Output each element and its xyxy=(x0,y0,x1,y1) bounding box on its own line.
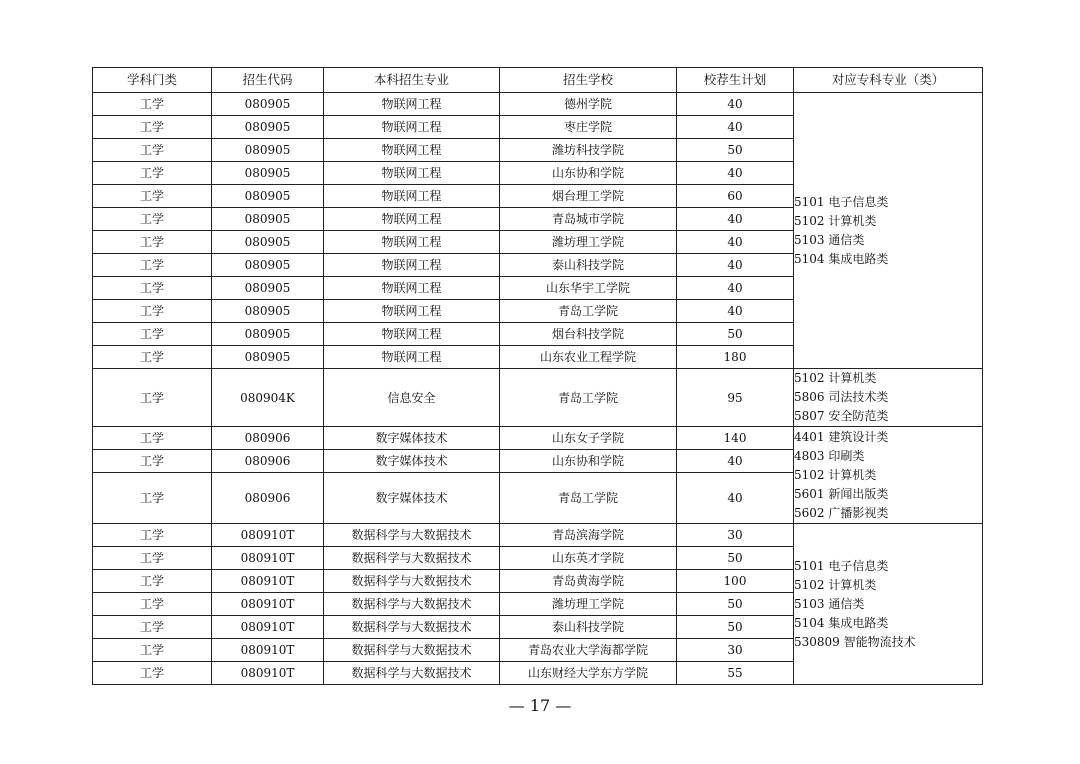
table-header-row xyxy=(93,68,983,93)
cell-school: 青岛黄海学院 xyxy=(500,570,677,593)
cell-school: 烟台科技学院 xyxy=(500,323,677,346)
cell-plan: 40 xyxy=(677,300,794,323)
admissions-table xyxy=(92,67,983,685)
cell-category: 工学 xyxy=(93,346,212,369)
cell-plan: 30 xyxy=(677,639,794,662)
cell-school: 潍坊理工学院 xyxy=(500,593,677,616)
cell-school: 山东农业工程学院 xyxy=(500,346,677,369)
cell-code: 080910T xyxy=(212,662,324,685)
related-major-line: 5104 集成电路类 xyxy=(794,615,889,630)
cell-category: 工学 xyxy=(93,662,212,685)
cell-category: 工学 xyxy=(93,185,212,208)
cell-major: 数据科学与大数据技术 xyxy=(324,593,500,616)
cell-plan: 50 xyxy=(677,323,794,346)
related-major-line: 5602 广播影视类 xyxy=(794,505,889,520)
header-major: 本科招生专业 xyxy=(324,68,500,93)
related-major-line: 5102 计算机类 xyxy=(794,467,877,482)
cell-code: 080905 xyxy=(212,300,324,323)
cell-major: 数据科学与大数据技术 xyxy=(324,639,500,662)
cell-plan: 40 xyxy=(677,162,794,185)
cell-school: 青岛滨海学院 xyxy=(500,524,677,547)
cell-major: 数字媒体技术 xyxy=(324,450,500,473)
cell-plan: 50 xyxy=(677,593,794,616)
cell-code: 080905 xyxy=(212,346,324,369)
cell-plan: 40 xyxy=(677,473,794,524)
cell-code: 080905 xyxy=(212,323,324,346)
cell-school: 山东女子学院 xyxy=(500,427,677,450)
cell-major: 数字媒体技术 xyxy=(324,427,500,450)
cell-school: 烟台理工学院 xyxy=(500,185,677,208)
table-row xyxy=(93,93,983,116)
cell-major: 数字媒体技术 xyxy=(324,473,500,524)
related-major-line: 5101 电子信息类 xyxy=(794,558,889,573)
cell-plan: 140 xyxy=(677,427,794,450)
cell-code: 080910T xyxy=(212,593,324,616)
cell-category: 工学 xyxy=(93,450,212,473)
cell-code: 080905 xyxy=(212,162,324,185)
cell-school: 枣庄学院 xyxy=(500,116,677,139)
cell-school: 潍坊科技学院 xyxy=(500,139,677,162)
cell-category: 工学 xyxy=(93,369,212,427)
table-row xyxy=(93,369,983,427)
cell-plan: 30 xyxy=(677,524,794,547)
cell-category: 工学 xyxy=(93,323,212,346)
cell-plan: 40 xyxy=(677,254,794,277)
cell-category: 工学 xyxy=(93,93,212,116)
cell-category: 工学 xyxy=(93,570,212,593)
cell-major: 物联网工程 xyxy=(324,300,500,323)
cell-category: 工学 xyxy=(93,427,212,450)
cell-code: 080905 xyxy=(212,277,324,300)
cell-plan: 50 xyxy=(677,547,794,570)
cell-plan: 50 xyxy=(677,616,794,639)
table-row xyxy=(93,524,983,547)
page-number: — 17 — xyxy=(508,696,572,715)
cell-plan: 100 xyxy=(677,570,794,593)
cell-school: 青岛工学院 xyxy=(500,300,677,323)
cell-plan: 40 xyxy=(677,231,794,254)
header-category: 学科门类 xyxy=(93,68,212,93)
cell-plan: 40 xyxy=(677,116,794,139)
cell-code: 080910T xyxy=(212,570,324,593)
cell-code: 080905 xyxy=(212,116,324,139)
cell-major: 物联网工程 xyxy=(324,139,500,162)
cell-school: 山东协和学院 xyxy=(500,450,677,473)
cell-school: 德州学院 xyxy=(500,93,677,116)
cell-category: 工学 xyxy=(93,162,212,185)
table-body xyxy=(93,93,983,685)
cell-major: 数据科学与大数据技术 xyxy=(324,662,500,685)
cell-code: 080910T xyxy=(212,616,324,639)
related-major-line: 5102 计算机类 xyxy=(794,213,877,228)
cell-code: 080905 xyxy=(212,208,324,231)
cell-code: 080904K xyxy=(212,369,324,427)
cell-code: 080906 xyxy=(212,473,324,524)
cell-school: 山东财经大学东方学院 xyxy=(500,662,677,685)
cell-plan: 55 xyxy=(677,662,794,685)
related-major-line: 4401 建筑设计类 xyxy=(794,429,889,444)
cell-code: 080906 xyxy=(212,450,324,473)
cell-related-majors xyxy=(794,524,983,685)
document-page xyxy=(92,67,982,685)
cell-category: 工学 xyxy=(93,300,212,323)
cell-code: 080910T xyxy=(212,639,324,662)
related-major-line: 5104 集成电路类 xyxy=(794,251,889,266)
related-major-line: 5103 通信类 xyxy=(794,596,865,611)
cell-major: 信息安全 xyxy=(324,369,500,427)
cell-code: 080905 xyxy=(212,254,324,277)
cell-plan: 40 xyxy=(677,450,794,473)
cell-major: 物联网工程 xyxy=(324,254,500,277)
cell-major: 物联网工程 xyxy=(324,93,500,116)
cell-school: 青岛城市学院 xyxy=(500,208,677,231)
cell-plan: 95 xyxy=(677,369,794,427)
cell-major: 数据科学与大数据技术 xyxy=(324,570,500,593)
cell-school: 青岛工学院 xyxy=(500,473,677,524)
cell-major: 物联网工程 xyxy=(324,208,500,231)
related-major-line: 4803 印刷类 xyxy=(794,448,865,463)
cell-category: 工学 xyxy=(93,593,212,616)
related-major-line: 5601 新闻出版类 xyxy=(794,486,889,501)
cell-major: 数据科学与大数据技术 xyxy=(324,616,500,639)
related-major-line: 5102 计算机类 xyxy=(794,371,877,385)
cell-code: 080905 xyxy=(212,185,324,208)
cell-school: 山东华宇工学院 xyxy=(500,277,677,300)
cell-plan: 40 xyxy=(677,277,794,300)
cell-related-majors xyxy=(794,427,983,524)
cell-category: 工学 xyxy=(93,254,212,277)
cell-category: 工学 xyxy=(93,116,212,139)
header-code: 招生代码 xyxy=(212,68,324,93)
cell-category: 工学 xyxy=(93,231,212,254)
cell-category: 工学 xyxy=(93,616,212,639)
cell-school: 青岛工学院 xyxy=(500,369,677,427)
cell-category: 工学 xyxy=(93,139,212,162)
cell-code: 080910T xyxy=(212,524,324,547)
cell-school: 潍坊理工学院 xyxy=(500,231,677,254)
cell-category: 工学 xyxy=(93,208,212,231)
cell-related-majors xyxy=(794,369,983,427)
related-major-line: 530809 智能物流技术 xyxy=(794,634,916,649)
cell-plan: 50 xyxy=(677,139,794,162)
related-major-line: 5806 司法技术类 xyxy=(794,390,889,404)
cell-major: 数据科学与大数据技术 xyxy=(324,547,500,570)
cell-related-majors xyxy=(794,93,983,369)
related-major-line: 5102 计算机类 xyxy=(794,577,877,592)
cell-school: 青岛农业大学海都学院 xyxy=(500,639,677,662)
cell-category: 工学 xyxy=(93,277,212,300)
related-major-line: 5103 通信类 xyxy=(794,232,865,247)
cell-category: 工学 xyxy=(93,473,212,524)
cell-school: 泰山科技学院 xyxy=(500,254,677,277)
header-plan: 校荐生计划 xyxy=(677,68,794,93)
cell-school: 山东协和学院 xyxy=(500,162,677,185)
cell-category: 工学 xyxy=(93,639,212,662)
header-related-majors: 对应专科专业（类） xyxy=(794,68,983,93)
cell-major: 物联网工程 xyxy=(324,231,500,254)
cell-category: 工学 xyxy=(93,524,212,547)
cell-category: 工学 xyxy=(93,547,212,570)
cell-major: 物联网工程 xyxy=(324,277,500,300)
cell-school: 泰山科技学院 xyxy=(500,616,677,639)
header-school: 招生学校 xyxy=(500,68,677,93)
cell-code: 080905 xyxy=(212,139,324,162)
related-major-line: 5807 安全防范类 xyxy=(794,409,889,423)
cell-code: 080910T xyxy=(212,547,324,570)
cell-major: 物联网工程 xyxy=(324,185,500,208)
cell-major: 物联网工程 xyxy=(324,346,500,369)
cell-plan: 180 xyxy=(677,346,794,369)
table-row xyxy=(93,427,983,450)
cell-plan: 60 xyxy=(677,185,794,208)
cell-plan: 40 xyxy=(677,208,794,231)
cell-major: 物联网工程 xyxy=(324,162,500,185)
cell-major: 物联网工程 xyxy=(324,323,500,346)
cell-code: 080905 xyxy=(212,93,324,116)
cell-plan: 40 xyxy=(677,93,794,116)
cell-school: 山东英才学院 xyxy=(500,547,677,570)
cell-major: 数据科学与大数据技术 xyxy=(324,524,500,547)
related-major-line: 5101 电子信息类 xyxy=(794,194,889,209)
cell-code: 080906 xyxy=(212,427,324,450)
cell-major: 物联网工程 xyxy=(324,116,500,139)
cell-code: 080905 xyxy=(212,231,324,254)
